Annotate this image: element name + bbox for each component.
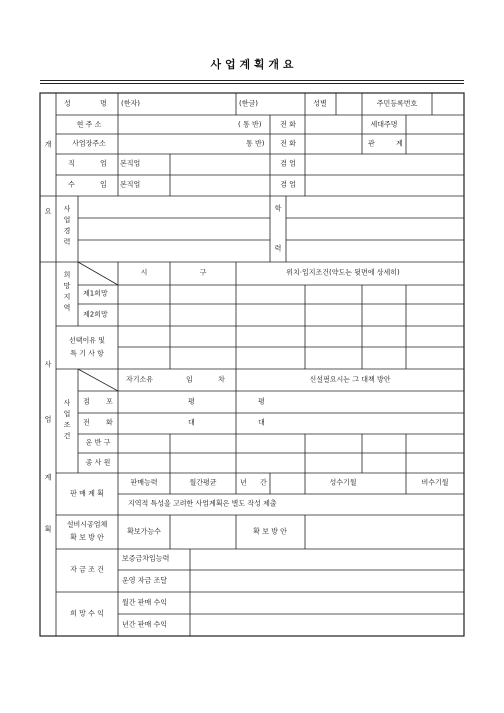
store-label-1: 점 [83,397,90,406]
transport-label: 운 반 구 [85,438,111,447]
address-tongban-label: ( 통 반) [238,120,262,129]
side-label-gae: 개 [44,140,52,149]
name-label-myeong: 명 [100,99,107,108]
phone-label-1: 전 [83,418,90,427]
funds-label: 자 금 조 건 [70,565,104,574]
sales-capacity-label: 판매능력 [130,478,158,487]
rent-label-1: 임 [186,375,193,384]
career-label: 사업경력 [63,205,71,246]
hope-region-label: 희망지역 [63,271,71,312]
side-label-hoek: 획 [44,525,52,534]
annual-label-1: 년 [240,478,247,487]
gender-label: 성별 [313,99,327,108]
monthly-average-label: 월간평균 [189,478,217,487]
possible-count-label: 확보가능수 [127,527,161,536]
location-condition-label: 위치·입지조건(약도는 뒷면에 상세히) [286,268,400,277]
operating-funds-label: 운영 자금 조달 [122,576,168,585]
side-label-eop: 업 [44,415,52,424]
income-main-job-label: 본직업 [120,180,141,189]
annual-label-2: 간 [260,478,267,487]
monthly-revenue-label: 월간 판매 수익 [122,598,168,607]
deposit-borrow-label: 보증금차입능력 [122,554,170,563]
own-property-label: 자기소유 [126,375,154,384]
phone-unit-1: 대 [188,418,195,427]
reason-label-2: 특 기 사 항 [70,349,104,358]
income-label-1: 수 [68,180,75,189]
education-label-2: 력 [274,244,282,253]
off-season-label: 비수기월 [421,478,449,487]
side-job-label: 겸 업 [280,159,296,168]
address-label: 현 주 소 [76,120,102,129]
store-label-2: 포 [106,397,113,406]
job-label-1: 직 [68,159,75,168]
biz-phone-label: 전 화 [280,139,296,148]
second-choice-label: 제2희망 [83,310,108,319]
form-title: 사 업 계 획 개 요 [210,58,294,71]
district-label: 구 [199,268,207,277]
resident-number-label: 주민등록번호 [376,99,418,108]
biz-tongban-label: 통 반) [246,139,265,148]
new-plan-label: 신설필요시는 그 대책 방안 [309,375,391,384]
phone-unit-2: 대 [258,418,265,427]
facility-plan-label: 확 보 방 안 [253,527,287,536]
address-phone-label: 전 화 [280,120,296,129]
name-label-seong: 성 [64,99,71,108]
facility-label-2: 확 보 방 안 [70,533,104,542]
education-label-1: 학 [274,204,282,213]
hangul-label: (한글) [239,99,258,108]
side-label-yo: 요 [44,207,52,216]
store-area-unit-1: 평 [188,397,195,406]
income-side-job-label: 겸 업 [280,180,296,189]
conditions-label: 사업조건 [63,399,71,440]
rent-label-2: 차 [218,375,225,384]
job-label-2: 업 [100,159,107,168]
side-label-gye: 계 [44,473,52,482]
sales-note: 지역적 특성을 고려한 사업계획은 별도 작성 제출 [128,499,277,508]
relation-label: 관 [368,139,375,148]
hanja-label: (한자) [121,99,140,108]
city-label: 시 [140,268,148,277]
householder-label: 세대주명 [370,120,398,129]
first-choice-label: 제1희망 [83,289,108,298]
biz-address-label: 사업장주소 [72,139,106,148]
sales-plan-label: 판 매 계 획 [70,489,104,498]
peak-season-label: 성수기월 [329,478,357,487]
staff-label: 종 사 원 [85,458,111,467]
main-job-label: 본직업 [120,159,141,168]
reason-label-1: 선택이유 및 [68,336,106,345]
facility-label-1: 설비시공업체 [66,520,108,529]
relation-label-2: 계 [396,139,403,148]
yearly-revenue-label: 년간 판매 수익 [122,620,168,629]
income-label-2: 입 [100,180,107,189]
phone-label-2: 화 [106,418,113,427]
store-area-unit-2: 평 [258,397,265,406]
side-label-sa: 사 [44,360,52,369]
revenue-label: 희 망 수 익 [70,609,104,618]
